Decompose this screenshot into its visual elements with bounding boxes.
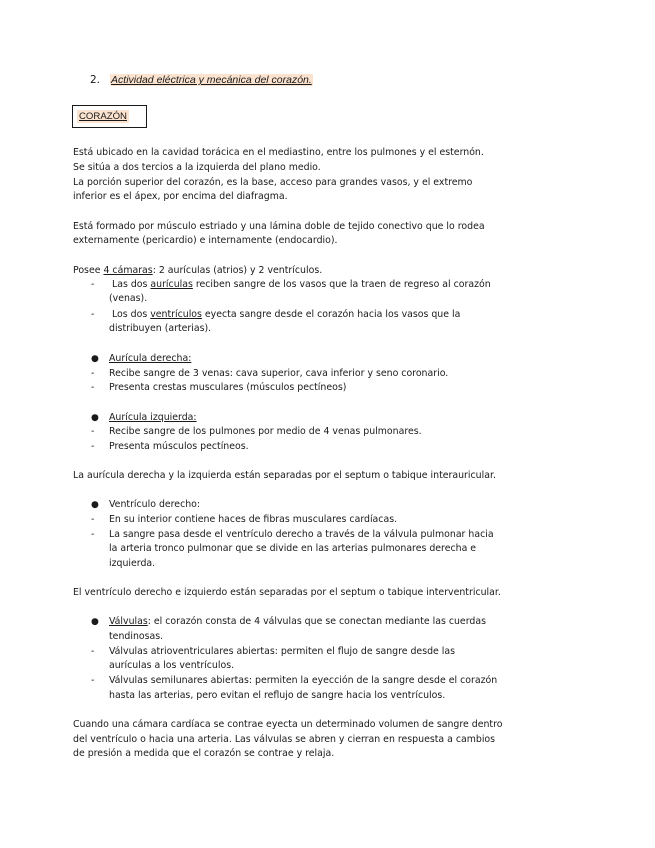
section-title: Actividad eléctrica y mecánica del corazón. [111, 74, 312, 86]
section-heading [90, 73, 313, 87]
dash-mark: - [91, 514, 95, 525]
ventriculo-derecho-item-2-line-1: La sangre pasa desde el ventrículo derecho a través de la válvula pulmonar hacia [109, 529, 494, 540]
auriculas-line [112, 278, 491, 292]
ventriculo-derecho-item-2-line-2: la arteria tronco pulmonar que se divide en las arterias pulmonares derecha e [109, 543, 477, 554]
chambers-lead-post: : 2 aurículas (atrios) y 2 ventrículos. [152, 265, 323, 276]
dash-mark: - [91, 426, 95, 437]
ventriculo-derecho-item-1: En su interior contiene haces de fibras musculares cardíacas. [109, 514, 398, 525]
closing-line-1: Cuando una cámara cardíaca se contrae eyecta un determinado volumen de sangre dentro [73, 719, 503, 730]
bullet-mark: ● [91, 413, 99, 423]
dash-mark: - [91, 675, 95, 686]
chambers-lead-pre: Posee [73, 265, 104, 276]
closing-line-2: del ventrículo o hacia una arteria. Las válvulas se abren y cierran en respuesta a cambios [73, 734, 496, 745]
valvulas-title-cont: tendinosas. [109, 631, 164, 642]
intro-line-3: La porción superior del corazón, es la base, acceso para grandes vasos, y el extremo [73, 177, 473, 188]
auriculas-post: reciben sangre de los vasos que la traen de regreso al corazón [192, 279, 491, 290]
septum-interauricular: La aurícula derecha y la izquierda están separadas por el septum o tabique interauricular. [73, 470, 496, 481]
dash-mark: - [91, 309, 95, 320]
ventriculos-line [112, 308, 460, 322]
auricula-izquierda-item-1: Recibe sangre de los pulmones por medio de 4 venas pulmonares. [109, 426, 422, 437]
dash-mark: - [91, 441, 95, 452]
intro-line-4: inferior es el ápex, por encima del diafragma. [73, 191, 288, 202]
valvulas-av-line-1: Válvulas atrioventriculares abiertas: permiten el flujo de sangre desde las [109, 646, 456, 657]
formation-line-1: Está formado por músculo estriado y una lámina doble de tejido conectivo que lo rodea [73, 221, 485, 232]
auricula-izquierda-item-2: Presenta músculos pectíneos. [109, 441, 249, 452]
valvulas-sl-line-2: hasta las arterias, pero evitan el reflujo de sangre hacia los ventrículos. [109, 690, 446, 701]
chambers-lead [73, 264, 322, 278]
auricula-derecha-item-2: Presenta crestas musculares (músculos pectíneos) [109, 382, 347, 393]
ventriculos-pre: Los dos [112, 309, 151, 320]
chambers-count: 4 cámaras [103, 265, 153, 276]
ventriculos-post: eyecta sangre desde el corazón hacia los vasos que la [201, 309, 461, 320]
valvulas-title-rest: : el corazón consta de 4 válvulas que se conectan mediante las cuerdas [147, 616, 486, 627]
dash-mark: - [91, 646, 95, 657]
septum-interventricular: El ventrículo derecho e izquierdo están separadas por el septum o tabique interventricular. [73, 587, 501, 598]
title-box-label: CORAZÓN [79, 111, 127, 122]
auriculas-term: aurículas [150, 279, 193, 290]
valvulas-title: Válvulas [109, 616, 148, 627]
ventriculo-derecho-title: Ventrículo derecho: [109, 499, 201, 510]
valvulas-sl-line-1: Válvulas semilunares abiertas: permiten la eyección de la sangre desde el corazón [109, 675, 498, 686]
bullet-mark: ● [91, 617, 99, 627]
auricula-izquierda-title: Aurícula izquierda: [109, 412, 197, 423]
ventriculos-cont: distribuyen (arterias). [109, 323, 212, 334]
auricula-derecha-title: Aurícula derecha: [109, 353, 192, 364]
auricula-derecha-item-1: Recibe sangre de 3 venas: cava superior, cava inferior y seno coronario. [109, 368, 449, 379]
intro-line-2: Se sitúa a dos tercios a la izquierda del plano medio. [73, 162, 321, 173]
closing-line-3: de presión a medida que el corazón se contrae y relaja. [73, 748, 335, 759]
dash-mark: - [91, 368, 95, 379]
intro-line-1: Está ubicado en la cavidad torácica en el mediastino, entre los pulmones y el esternón. [73, 147, 484, 158]
valvulas-av-line-2: aurículas a los ventrículos. [109, 660, 235, 671]
bullet-mark: ● [91, 354, 99, 364]
dash-mark: - [91, 529, 95, 540]
auriculas-cont: (venas). [109, 293, 148, 304]
title-box [72, 105, 147, 128]
dash-mark: - [91, 382, 95, 393]
valvulas-title-line [109, 615, 486, 629]
bullet-mark: ● [91, 500, 99, 510]
dash-mark: - [91, 279, 95, 290]
ventriculo-derecho-item-2-line-3: izquierda. [109, 558, 156, 569]
ventriculos-term: ventrículos [150, 309, 202, 320]
formation-line-2: externamente (pericardio) e internamente (endocardio). [73, 235, 338, 246]
auriculas-pre: Las dos [112, 279, 151, 290]
section-number: 2. [90, 74, 101, 86]
